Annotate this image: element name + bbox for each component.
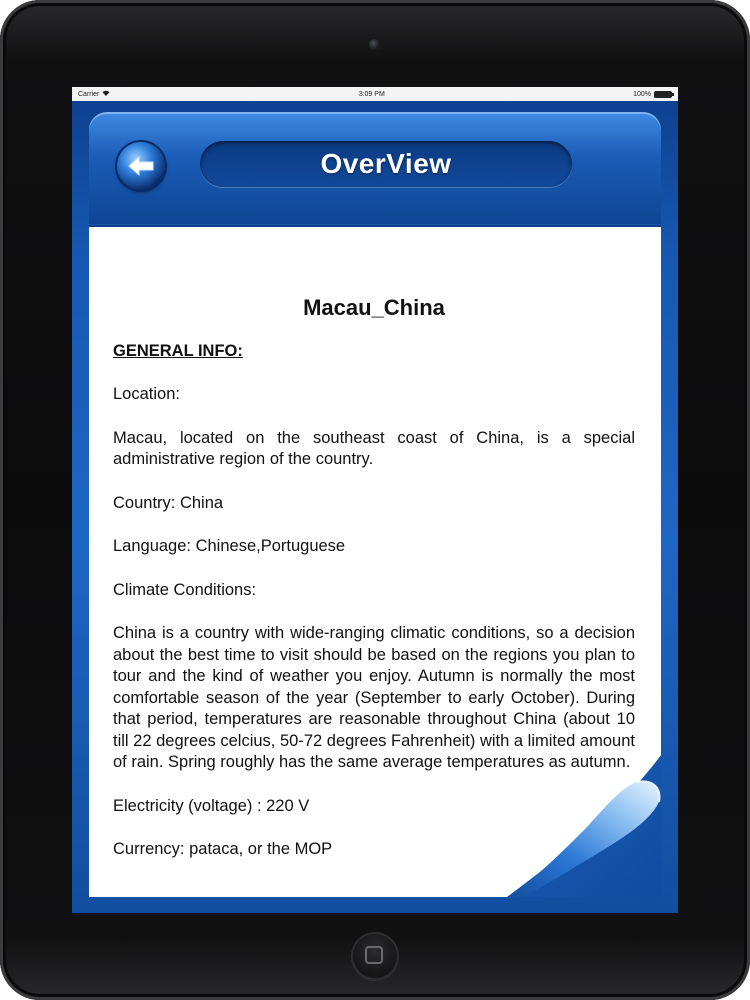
status-bar	[72, 87, 678, 101]
clock: 3:09 PM	[358, 90, 385, 98]
page-title: OverView	[320, 148, 452, 179]
title-bar	[200, 141, 572, 187]
paragraph-climate: China is a country with wide-ranging climatic conditions, so a decision about the best time to visit should be based on the regions you plan to tour and the kind of weather you enjoy. Autumn is normally the most comfortable season of the year (September to early October). During that period, temperatures are reasonable throughout China (about 10 till 22 degrees celcius, 50-72 degrees Fahrenheit) with a limited amount of rain. Spring roughly has the same average temperatures as autumn.	[113, 624, 635, 771]
content-page[interactable]	[89, 225, 661, 897]
screen	[72, 87, 678, 913]
battery-icon	[654, 91, 672, 98]
back-arrow-icon	[127, 155, 155, 177]
carrier-label: Carrier	[78, 90, 100, 98]
back-button[interactable]	[117, 142, 165, 190]
front-camera	[369, 39, 380, 50]
section-heading: GENERAL INFO:	[113, 341, 243, 360]
battery-percent: 100%	[633, 90, 651, 98]
home-button-icon	[365, 946, 383, 964]
paragraph-currency: Currency: pataca, or the MOP	[113, 840, 333, 858]
paragraph-electricity: Electricity (voltage) : 220 V	[113, 796, 310, 815]
paragraph-location-label: Location:	[113, 385, 180, 403]
status-left	[78, 90, 110, 98]
status-right	[633, 91, 672, 98]
paragraph-location: Macau, located on the southeast coast of China, is a special administrative region of the country.	[113, 428, 635, 468]
page-curl[interactable]	[487, 747, 661, 897]
article-title: Macau_China	[303, 295, 445, 320]
wifi-icon	[102, 90, 110, 98]
paragraph-country: Country: China	[113, 493, 224, 512]
paragraph-climate-label: Climate Conditions:	[113, 580, 257, 599]
paragraph-language: Language: Chinese,Portuguese	[113, 537, 346, 555]
